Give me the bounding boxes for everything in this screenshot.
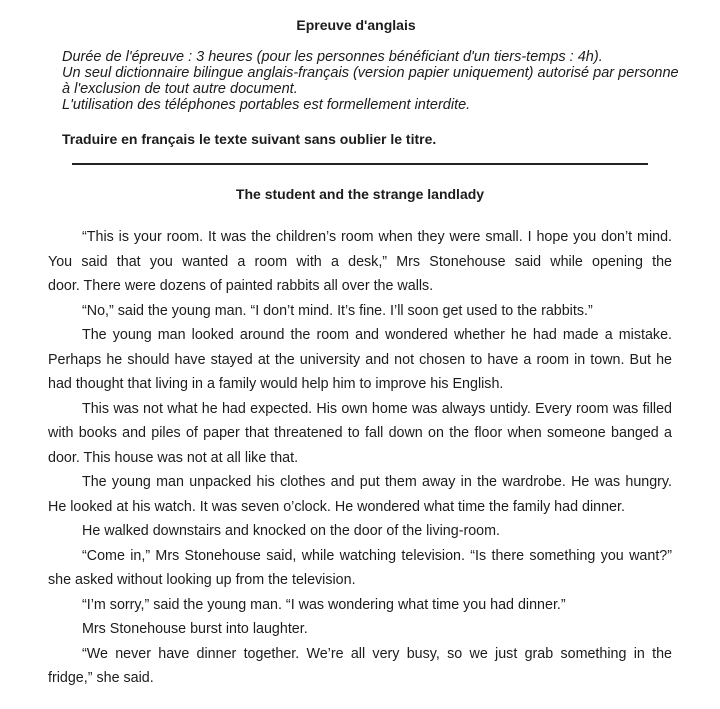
- divider: [72, 163, 648, 165]
- text-line: “I’m sorry,” said the young man. “I was wondering what time you had dinner.”: [82, 596, 566, 613]
- text-line: “Come in,” Mrs Stonehouse said, while watching television. “Is there something you want?”: [82, 547, 672, 564]
- paragraph: [48, 642, 672, 691]
- paragraph: [48, 470, 672, 519]
- text-line: This was not what he had expected. His own home was always untidy. Every room was filled: [82, 400, 672, 417]
- text-line: He walked downstairs and knocked on the door of the living-room.: [82, 523, 501, 539]
- instructions-block: [62, 49, 679, 113]
- paragraph: [48, 397, 672, 471]
- text-line: had thought that living in a family would help him to improve his English.: [48, 376, 504, 392]
- page-title: Epreuve d'anglais: [296, 17, 416, 33]
- text-line: The young man unpacked his clothes and put them away in the wardrobe. He was hungry.: [82, 474, 672, 490]
- paragraph: [48, 617, 672, 642]
- text-line: “No,” said the young man. “I don’t mind. It’s fine. I’ll soon get used to the rabbits.”: [82, 302, 593, 319]
- paragraph: [48, 593, 672, 618]
- instruction-line: L'utilisation des téléphones portables est formellement interdite.: [62, 97, 471, 113]
- text-line: You said that you wanted a room with a desk,” Mrs Stonehouse said while opening the: [48, 253, 672, 270]
- text-line: door. This house was not at all like that.: [48, 449, 299, 466]
- paragraph: [48, 323, 672, 397]
- instruction-line: Durée de l'épreuve : 3 heures (pour les personnes bénéficiant d'un tiers-temps : 4h).: [62, 49, 603, 65]
- instruction-line: à l'exclusion de tout autre document.: [62, 81, 298, 97]
- text-line: He looked at his watch. It was seven o’clock. He wondered what time the family had dinner.: [48, 498, 625, 515]
- text-line: fridge,” she said.: [48, 670, 154, 686]
- text-line: she asked without looking up from the television.: [48, 572, 356, 588]
- paragraph: [48, 225, 672, 299]
- text-line: The young man looked around the room and wondered whether he had made a mistake.: [82, 327, 672, 343]
- text-line: “This is your room. It was the children’s room when they were small. I hope you don’t mind.: [82, 229, 672, 245]
- text-line: door. There were dozens of painted rabbits all over the walls.: [48, 278, 434, 294]
- paragraph: [48, 544, 672, 593]
- passage: [48, 225, 672, 691]
- text-line: with books and piles of paper that threatened to fall down on the floor when someone banged a: [48, 425, 672, 441]
- passage-title: The student and the strange landlady: [235, 186, 485, 202]
- instruction-line: Un seul dictionnaire bilingue anglais-français (version papier uniquement) autorisé par personne: [62, 65, 679, 81]
- text-line: Mrs Stonehouse burst into laughter.: [82, 621, 308, 637]
- text-line: Perhaps he should have stayed at the university and not chosen to have a room in town. But he: [48, 351, 672, 368]
- paragraph: [48, 299, 672, 324]
- task-instruction: Traduire en français le texte suivant sans oublier le titre.: [62, 131, 437, 147]
- text-line: “We never have dinner together. We’re all very busy, so we just grab something in the: [82, 645, 672, 662]
- paragraph: [48, 519, 672, 544]
